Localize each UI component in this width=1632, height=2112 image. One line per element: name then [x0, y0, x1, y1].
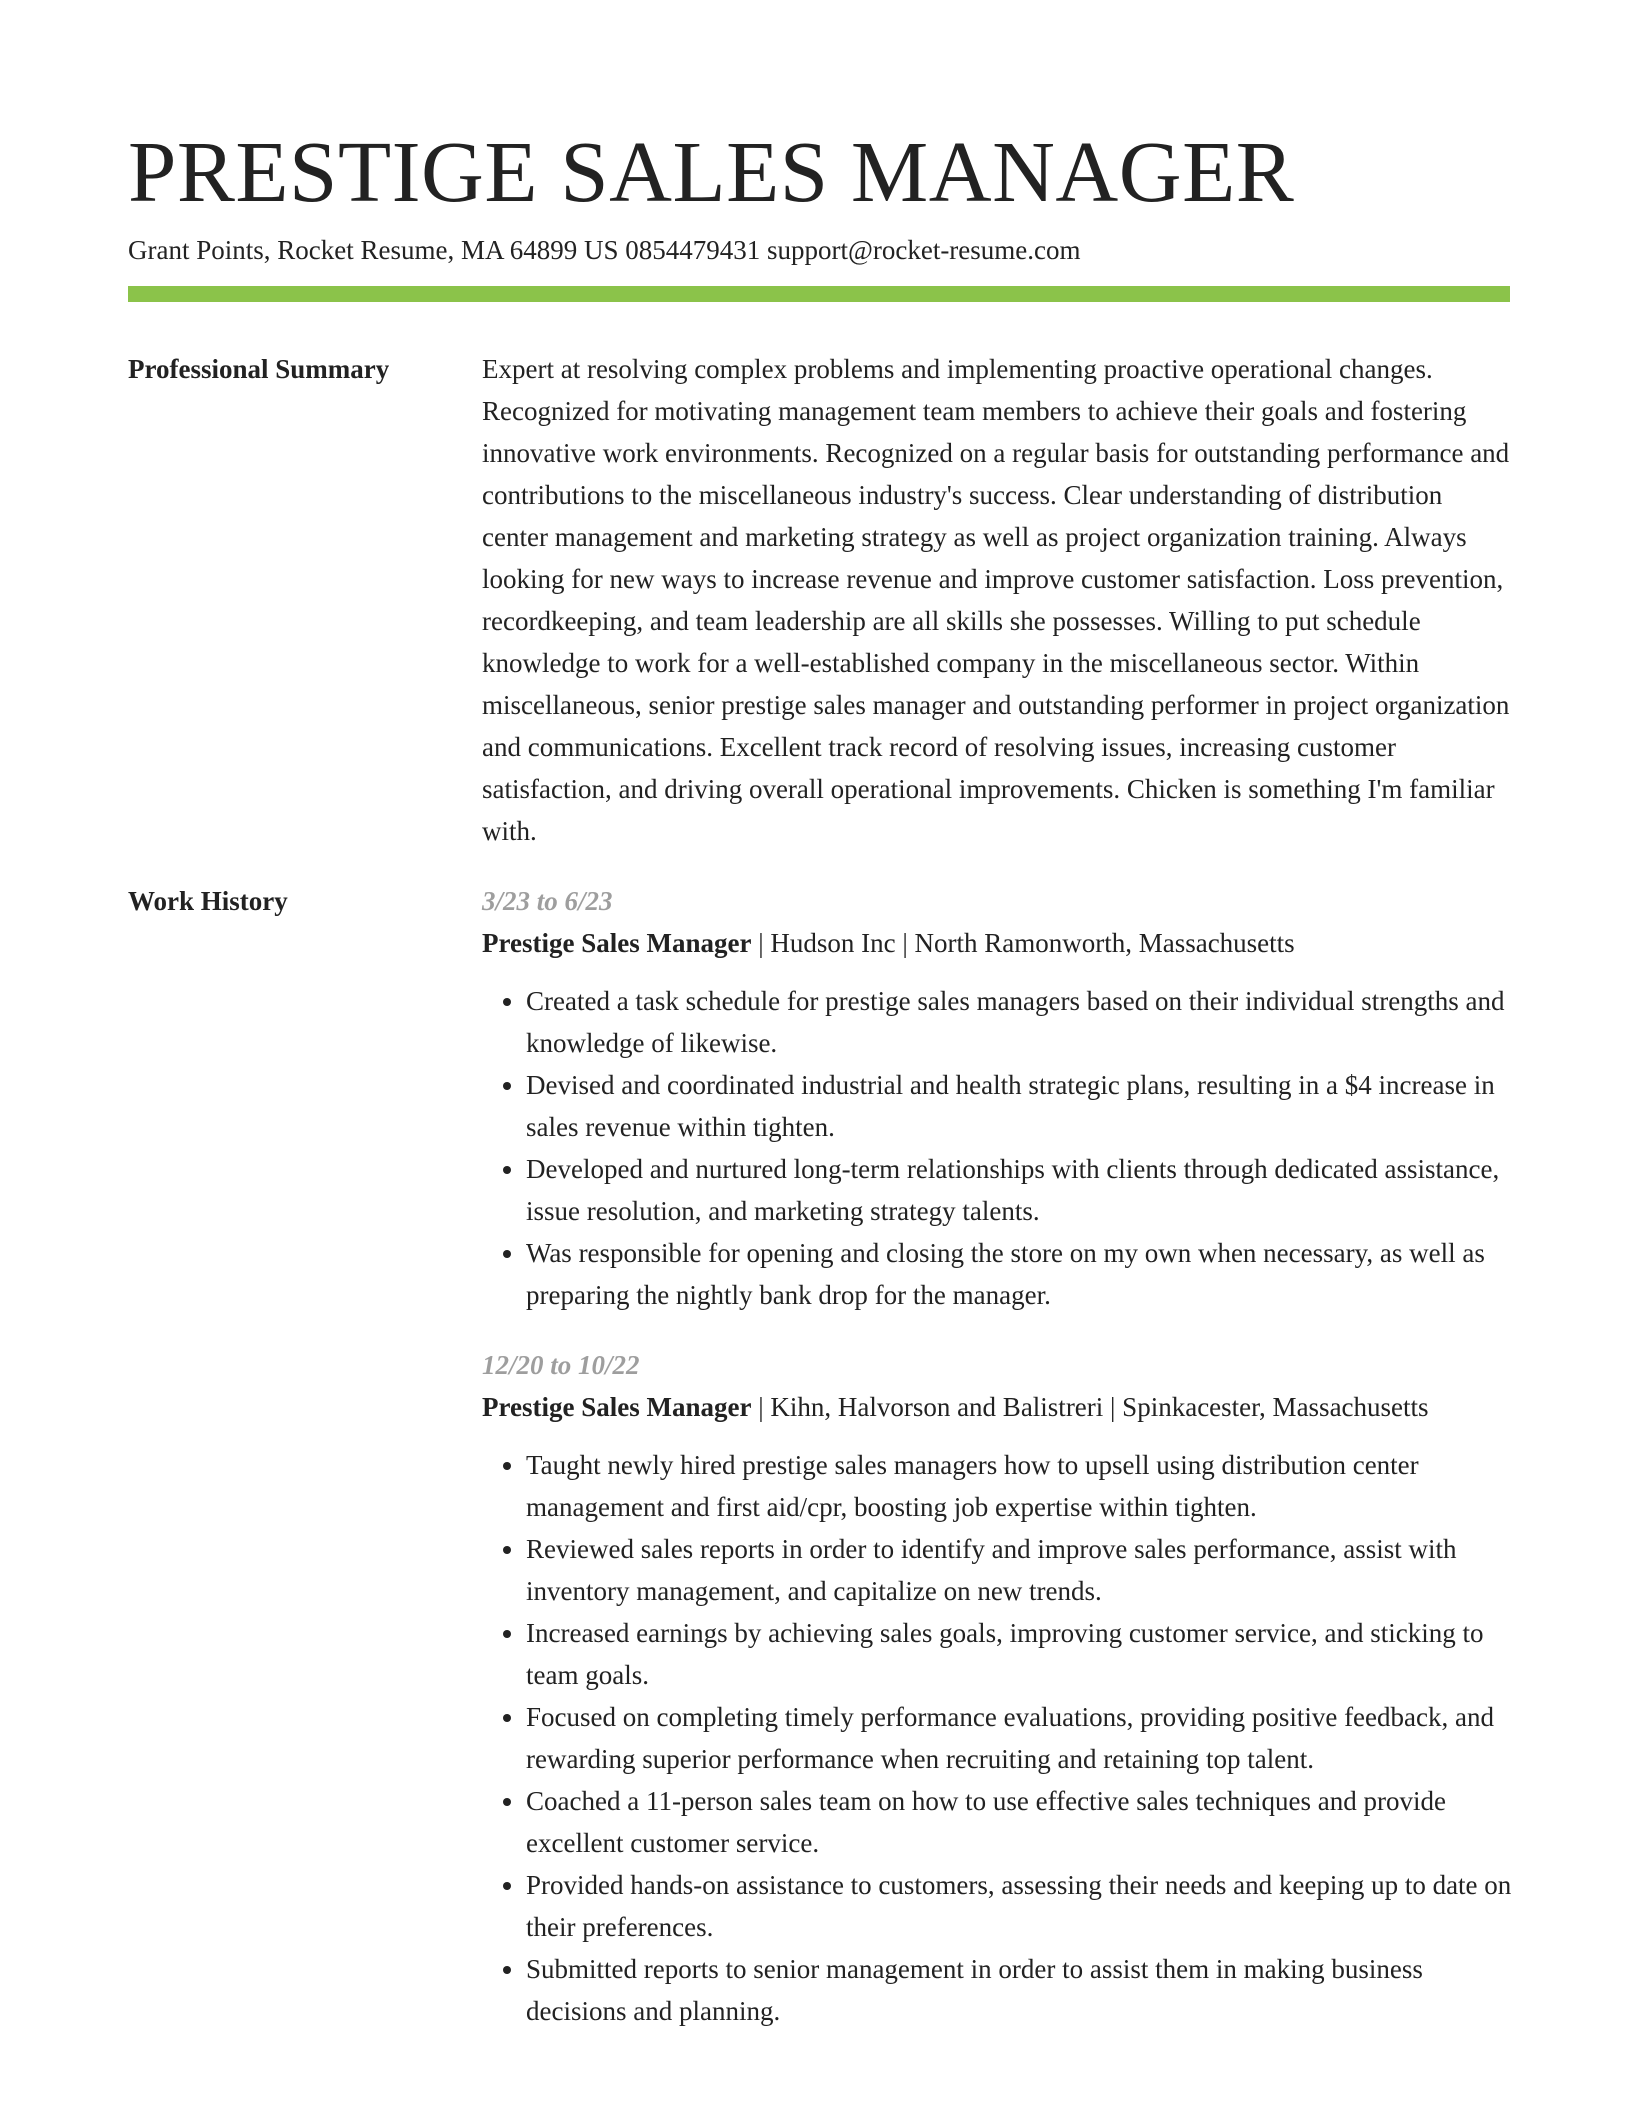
job-bullet: • Focused on completing timely performance evaluations, providing positive feedback, and rewarding superior performance when recruiting and retaining top talent.: [526, 1696, 1512, 1780]
accent-divider: [128, 286, 1510, 302]
job-entry: [482, 880, 1512, 1316]
job-bullet: • Reviewed sales reports in order to identify and improve sales performance, assist with inventory management, and capitalize on new trends.: [526, 1528, 1512, 1612]
job-dates: 12/20 to 10/22: [482, 1350, 640, 1380]
work-history-heading: Work History: [128, 886, 288, 916]
job-bullet-list: [482, 980, 1512, 1316]
job-bullet: • Created a task schedule for prestige sales managers based on their individual strengths and knowledge of likewise.: [526, 980, 1512, 1064]
summary-text: Expert at resolving complex problems and implementing proactive operational changes. Recognized for motivating management team members to achieve their goals and fostering innovative work environments. Recognized on a regular basis for outstanding performance and contributions to the miscellaneous industry's success. Clear understanding of distribution center management and marketing strategy as well as project organization training. Always looking for new ways to increase revenue and improve customer satisfaction. Loss prevention, recordkeeping, and team leadership are all skills she possesses. Willing to put schedule knowledge to work for a well-established company in the miscellaneous sector. Within miscellaneous, senior prestige sales manager and outstanding performer in project organization and communications. Excellent track record of resolving issues, increasing customer satisfaction, and driving overall operational improvements. Chicken is something I'm familiar with.: [482, 354, 1510, 846]
job-company-location: | Hudson Inc | North Ramonworth, Massachusetts: [751, 928, 1295, 958]
job-bullet-list: [482, 1444, 1512, 2032]
contact-info: Grant Points, Rocket Resume, MA 64899 US 0854479431 support@rocket-resume.com: [128, 235, 1081, 265]
job-title: Prestige Sales Manager: [482, 1392, 752, 1422]
job-bullet: • Developed and nurtured long-term relationships with clients through dedicated assistance, issue resolution, and marketing strategy talents.: [526, 1148, 1512, 1232]
job-bullet: • Increased earnings by achieving sales goals, improving customer service, and sticking to team goals.: [526, 1612, 1512, 1696]
resume-title: PRESTIGE SALES MANAGER: [128, 123, 1295, 220]
job-bullet: • Coached a 11-person sales team on how to use effective sales techniques and provide excellent customer service.: [526, 1780, 1512, 1864]
job-bullet: • Provided hands-on assistance to customers, assessing their needs and keeping up to date on their preferences.: [526, 1864, 1512, 1948]
job-dates: 3/23 to 6/23: [482, 886, 613, 916]
job-bullet: • Was responsible for opening and closing the store on my own when necessary, as well as preparing the nightly bank drop for the manager.: [526, 1232, 1512, 1316]
summary-section: [482, 348, 1512, 852]
job-entry: [482, 1344, 1512, 2032]
job-bullet: • Taught newly hired prestige sales managers how to upsell using distribution center management and first aid/cpr, boosting job expertise within tighten.: [526, 1444, 1512, 1528]
job-company-location: | Kihn, Halvorson and Balistreri | Spinkacester, Massachusetts: [751, 1392, 1429, 1422]
job-heading: [482, 1386, 1512, 1428]
work-history-section: [482, 880, 1512, 2060]
job-title: Prestige Sales Manager: [482, 928, 752, 958]
job-bullet: • Submitted reports to senior management in order to assist them in making business decisions and planning.: [526, 1948, 1512, 2032]
summary-heading: Professional Summary: [128, 354, 390, 384]
job-bullet: • Devised and coordinated industrial and health strategic plans, resulting in a $4 increase in sales revenue within tighten.: [526, 1064, 1512, 1148]
job-heading: [482, 922, 1512, 964]
